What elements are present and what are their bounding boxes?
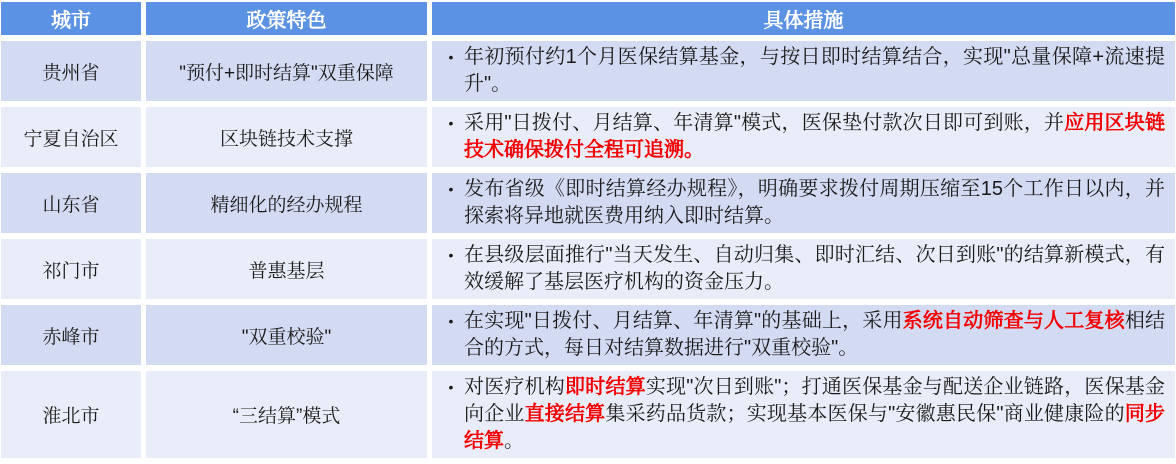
measure-text bbox=[464, 176, 1165, 230]
measure-text bbox=[464, 44, 1165, 98]
city-cell: 淮北市 bbox=[1, 371, 141, 458]
table-row bbox=[1, 371, 1175, 458]
measure-segment: 集采药品货款；实现基本医保与"安徽惠民保"商业健康险的 bbox=[605, 403, 1125, 425]
measures-cell bbox=[432, 371, 1175, 458]
policy-feature-cell: “三结算”模式 bbox=[146, 371, 427, 458]
header-measures: 具体措施 bbox=[432, 2, 1175, 35]
table-row bbox=[1, 107, 1175, 167]
table-row bbox=[1, 239, 1175, 299]
measures-cell bbox=[432, 173, 1175, 233]
bullet-icon: • bbox=[448, 247, 454, 263]
measure-item bbox=[438, 374, 1165, 455]
bullet-icon: • bbox=[448, 181, 454, 197]
measure-text bbox=[464, 308, 1165, 362]
measure-item bbox=[438, 308, 1165, 362]
measure-item bbox=[438, 242, 1165, 296]
policy-feature-cell: 区块链技术支撑 bbox=[146, 107, 427, 167]
measure-segment: 在县级层面推行"当天发生、自动归集、即时汇结、次日到账"的结算新模式，有效缓解了基层医疗机构的资金压力。 bbox=[464, 244, 1165, 293]
policy-feature-cell: "双重校验" bbox=[146, 305, 427, 365]
measure-item bbox=[438, 110, 1165, 164]
header-row bbox=[1, 2, 1175, 35]
header-city: 城市 bbox=[1, 2, 141, 35]
measure-highlight: 直接结算 bbox=[524, 403, 606, 425]
measure-segment: 采用"日拨付、月结算、年清算"模式，医保垫付款次日即可到账，并 bbox=[464, 112, 1065, 134]
measure-text bbox=[464, 110, 1165, 164]
city-cell: 贵州省 bbox=[1, 41, 141, 101]
measure-segment: 发布省级《即时结算经办规程》，明确要求拨付周期压缩至15个工作日以内，并探索将异地就医费用纳入即时结算。 bbox=[464, 178, 1165, 227]
measure-segment: 对医疗机构 bbox=[464, 376, 565, 398]
header-policy-feature: 政策特色 bbox=[146, 2, 427, 35]
policy-feature-cell: "预付+即时结算"双重保障 bbox=[146, 41, 427, 101]
measure-segment: 。 bbox=[504, 430, 524, 452]
measure-highlight: 系统自动筛查与人工复核 bbox=[902, 310, 1125, 332]
measure-item bbox=[438, 176, 1165, 230]
measure-item bbox=[438, 44, 1165, 98]
measure-text bbox=[464, 242, 1165, 296]
table-row bbox=[1, 173, 1175, 233]
table-row bbox=[1, 41, 1175, 101]
measure-highlight: 同步结算 bbox=[464, 403, 1166, 452]
measure-segment: 实现"次日到账"；打通医保基金与配送企业链路，医保基金向企业 bbox=[464, 376, 1166, 425]
bullet-icon: • bbox=[448, 115, 454, 131]
measure-segment: 相结合的方式，每日对结算数据进行"双重校验"。 bbox=[464, 310, 1166, 359]
measure-segment: 在实现"日拨付、月结算、年清算"的基础上，采用 bbox=[464, 310, 903, 332]
measure-highlight: 即时结算 bbox=[565, 376, 646, 398]
measure-text bbox=[464, 374, 1165, 455]
policy-feature-cell: 普惠基层 bbox=[146, 239, 427, 299]
city-cell: 祁门市 bbox=[1, 239, 141, 299]
bullet-icon: • bbox=[448, 313, 454, 329]
measure-segment: 年初预付约1个月医保结算基金，与按日即时结算结合，实现"总量保障+流速提升"。 bbox=[464, 46, 1165, 95]
bullet-icon: • bbox=[448, 49, 454, 65]
measures-cell bbox=[432, 305, 1175, 365]
bullet-icon: • bbox=[448, 379, 454, 395]
city-cell: 山东省 bbox=[1, 173, 141, 233]
measure-highlight: 应用区块链技术确保拨付全程可追溯。 bbox=[464, 112, 1165, 161]
city-cell: 宁夏自治区 bbox=[1, 107, 141, 167]
measures-cell bbox=[432, 107, 1175, 167]
policy-feature-cell: 精细化的经办规程 bbox=[146, 173, 427, 233]
table-row bbox=[1, 305, 1175, 365]
city-cell: 赤峰市 bbox=[1, 305, 141, 365]
measures-cell bbox=[432, 41, 1175, 101]
measures-cell bbox=[432, 239, 1175, 299]
